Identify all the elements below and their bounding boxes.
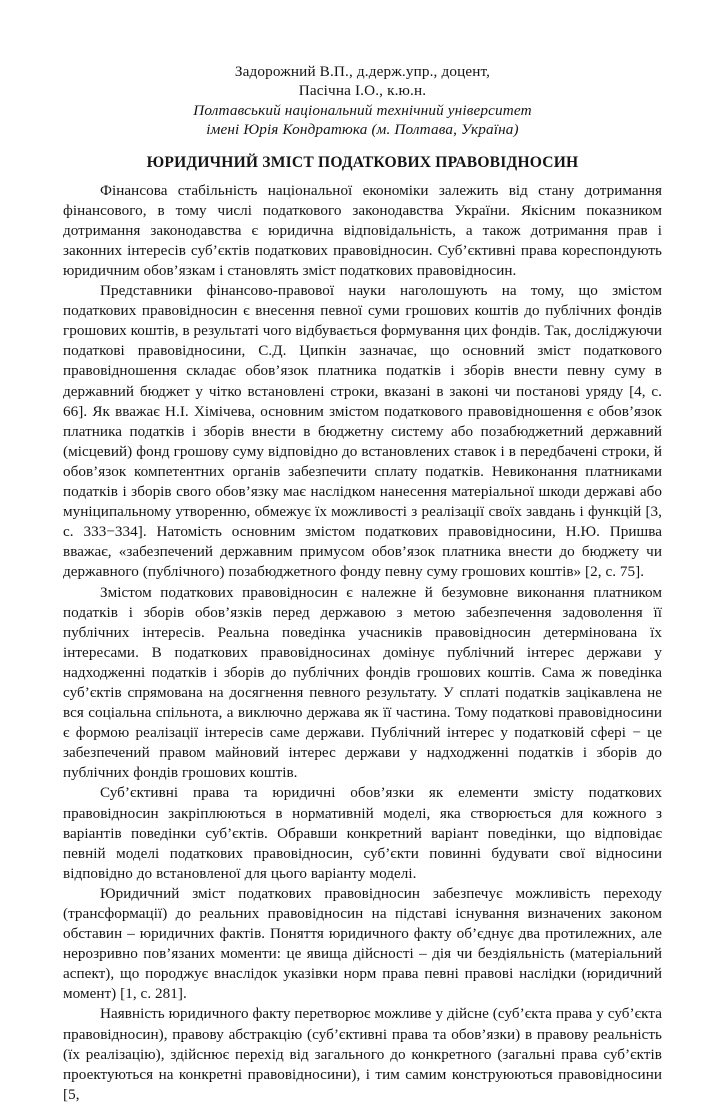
author-affiliation-block bbox=[63, 62, 662, 140]
paragraph: Представники фінансово-правової науки наголошують на тому, що змістом податкових правовідносин є внесення певної суми грошових коштів до публічних фондів грошових коштів, в результаті чого відбувається формування цих фондів. Так, досліджуючи податкові правовідносини, С.Д. Ципкін зазначає, що основний зміст податкового правовідношення складає обов’язок платника податків і зборів внести певну суму в державний бюджет у чітко встановлені строки, вказані в законі чи постанові уряду [4, с. 66]. Як вважає Н.І. Хімічева, основним змістом податкового правовідношення є обов’язок платника податків і зборів внести в бюджетну систему або позабюджетний державний (місцевий) фонд грошову суму відповідно до встановлених ставок і в передбачені строки, й обов’язок компетентних органів забезпечити сплату податків. Невиконання платниками податків і зборів свого обов’язку має наслідком нанесення матеріальної шкоди державі або муніципальному утворенню, обмежує їх можливості з реалізації своїх завдань і функцій [3, с. 333−334]. Натомість основним змістом податкових правовідносини, Н.Ю. Пришва вважає, «забезпечений державним примусом обов’язок платника внести до бюджету чи державного (публічного) позабюджетного фонду певну суму грошових коштів» [2, с. 75]. bbox=[63, 282, 662, 581]
affiliation-line-2: імені Юрія Кондратюка (м. Полтава, Україна) bbox=[206, 121, 519, 139]
body-text bbox=[63, 181, 662, 1105]
affiliation-line-1: Полтавський національний технічний університет bbox=[193, 101, 532, 119]
paragraph: Юридичний зміст податкових правовідносин забезпечує можливість переходу (трансформації) до реальних правовідносин на підставі існування визначених законом обставин – юридичних фактів. Поняття юридичного факту об’єднує два протилежних, але нерозривно пов’язаних моменти: це явища дійсності – дія чи бездіяльність (матеріальний аспект), що породжує внаслідок указівки норм права певні правові наслідки (юридичний момент) [1, с. 281]. bbox=[63, 884, 662, 1003]
author-line-2: Пасічна І.О., к.ю.н. bbox=[298, 82, 427, 100]
paragraph: Змістом податкових правовідносин є належне й безумовне виконання платником податків і зборів обов’язків перед державою з метою забезпечення задоволення її публічних інтересів. Реальна поведінка учасників правовідносин детермінована їх інтересами. В податкових правовідносинах домінує публічний інтерес держави у надходженні податків і зборів до публічних фондів грошових коштів. Сама ж поведінка суб’єктів спрямована на досягнення певного результату. У сплаті податків зацікавлена не вся соціальна спільнота, а виключно держава як її частина. Тому податкові правовідносини є формою реалізації інтересів саме держави. Публічний інтерес у податковій сфері − це забезпечений правом майновий інтерес держави у надходженні податків і зборів до публічних фондів грошових коштів. bbox=[63, 583, 662, 782]
paragraph: Суб’єктивні права та юридичні обов’язки як елементи змісту податкових правовідносин закріплюються в нормативній моделі, яка створюється для кожного з варіантів поведінки суб’єктів. Обравши конкретний варіант поведінки, що відповідає певній моделі податкових правовідносин, суб’єкти повинні будувати свої відносини відповідно до встановленої для цього варіанту моделі. bbox=[63, 784, 662, 882]
paragraph: Фінансова стабільність національної економіки залежить від стану дотримання фінансового, в тому числі податкового законодавства України. Якісним показником дотримання законодавства є юридична відповідальність, а також дотримання прав і законних інтересів суб’єктів податкових правовідносин. Суб’єктивні права кореспондують юридичним обов’язкам і становлять зміст податкових правовідносин. bbox=[63, 181, 662, 279]
author-line-1: Задорожний В.П., д.держ.упр., доцент, bbox=[234, 63, 491, 80]
paragraph: Наявність юридичного факту перетворює можливе у дійсне (суб’єкта права у суб’єкта правовідносин), правову абстракцію (суб’єктивні права та обов’язки) в правову реальність (їх реалізацію), здійснює перехід від загального до конкретного (загальні права суб’єктів проектуються на конкретні правовідносини), і тим самим конструюються правовідносини [5, bbox=[63, 1005, 662, 1103]
page-title: ЮРИДИЧНИЙ ЗМІСТ ПОДАТКОВИХ ПРАВОВІДНОСИН bbox=[146, 153, 579, 171]
